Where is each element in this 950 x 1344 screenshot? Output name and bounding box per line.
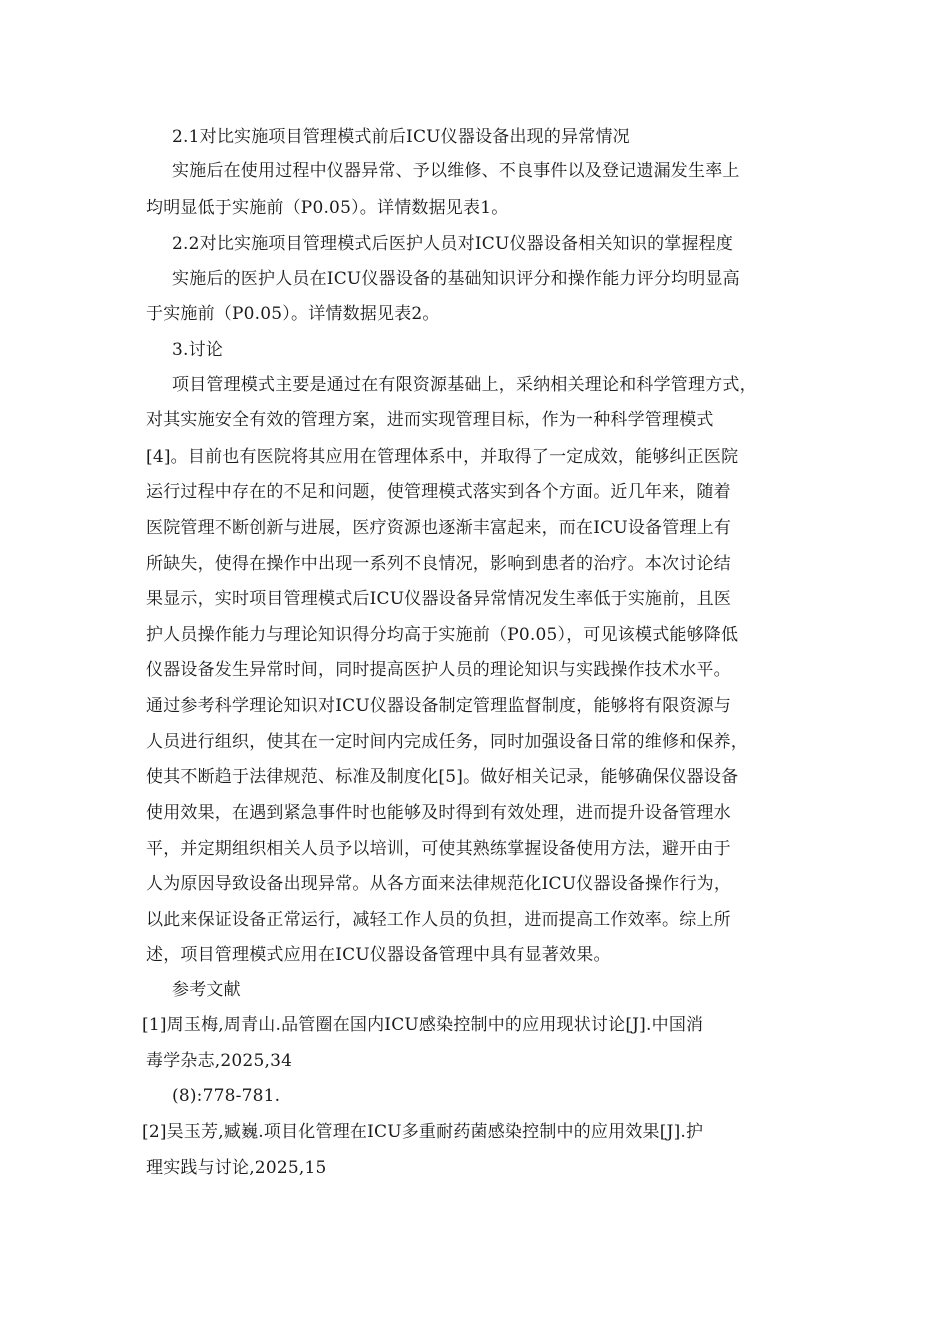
reference-item-2: [2]吴玉芳,臧巍.项目化管理在ICU多重耐药菌感染控制中的应用效果[J].护	[142, 1122, 704, 1142]
paragraph-line: 护人员操作能力与理论知识得分均高于实施前（P0.05），可见该模式能够降低	[146, 625, 739, 645]
paragraph-line: 平，并定期组织相关人员予以培训，可使其熟练掌握设备使用方法，避开由于	[146, 839, 731, 859]
reference-item-2-cont: 理实践与讨论,2025,15	[146, 1158, 327, 1178]
paragraph-line: 运行过程中存在的不足和问题，使管理模式落实到各个方面。近几年来，随着	[146, 482, 731, 502]
paragraph-line: 使其不断趋于法律规范、标准及制度化[5]。做好相关记录，能够确保仪器设备	[146, 767, 739, 787]
section-heading-2-2: 2.2对比实施项目管理模式后医护人员对ICU仪器设备相关知识的掌握程度	[172, 234, 734, 254]
paragraph-line: 人为原因导致设备出现异常。从各方面来法律规范化ICU仪器设备操作行为，	[146, 874, 732, 894]
paragraph-line: 人员进行组织，使其在一定时间内完成任务，同时加强设备日常的维修和保养，	[146, 732, 748, 752]
paragraph-line: 于实施前（P0.05）。详情数据见表2。	[146, 304, 440, 324]
section-heading-3: 3.讨论	[172, 340, 224, 360]
paragraph-line: 医院管理不断创新与进展，医疗资源也逐渐丰富起来，而在ICU设备管理上有	[146, 518, 732, 538]
paragraph-line: [4]。目前也有医院将其应用在管理体系中，并取得了一定成效，能够纠正医院	[146, 447, 739, 467]
paragraph-line: 仪器设备发生异常时间，同时提高医护人员的理论知识与实践操作技术水平。	[146, 660, 731, 680]
paragraph-line: 所缺失，使得在操作中出现一系列不良情况，影响到患者的治疗。本次讨论结	[146, 554, 731, 574]
section-heading-2-1: 2.1对比实施项目管理模式前后ICU仪器设备出现的异常情况	[172, 127, 630, 147]
paragraph-line: 项目管理模式主要是通过在有限资源基础上，采纳相关理论和科学管理方式，	[172, 375, 757, 395]
paragraph-line: 均明显低于实施前（P0.05）。详情数据见表1。	[146, 198, 509, 218]
paragraph-line: 实施后在使用过程中仪器异常、予以维修、不良事件以及登记遗漏发生率上	[172, 161, 740, 181]
paragraph-line: 以此来保证设备正常运行，减轻工作人员的负担，进而提高工作效率。综上所	[146, 910, 731, 930]
reference-item-1: [1]周玉梅,周青山.品管圈在国内ICU感染控制中的应用现状讨论[J].中国消	[142, 1015, 704, 1035]
paragraph-line: 实施后的医护人员在ICU仪器设备的基础知识评分和操作能力评分均明显高	[172, 269, 740, 289]
reference-item-1-cont: 毒学杂志,2025,34	[146, 1051, 293, 1071]
paragraph-line: 使用效果，在遇到紧急事件时也能够及时得到有效处理，进而提升设备管理水	[146, 803, 731, 823]
reference-item-1-pages: (8):778-781.	[172, 1086, 281, 1106]
paragraph-line: 述，项目管理模式应用在ICU仪器设备管理中具有显著效果。	[146, 945, 611, 965]
paragraph-line: 通过参考科学理论知识对ICU仪器设备制定管理监督制度，能够将有限资源与	[146, 696, 732, 716]
paragraph-line: 果显示，实时项目管理模式后ICU仪器设备异常情况发生率低于实施前，且医	[146, 589, 732, 609]
references-heading: 参考文献	[172, 980, 241, 1000]
paragraph-line: 对其实施安全有效的管理方案，进而实现管理目标，作为一种科学管理模式	[146, 410, 714, 430]
